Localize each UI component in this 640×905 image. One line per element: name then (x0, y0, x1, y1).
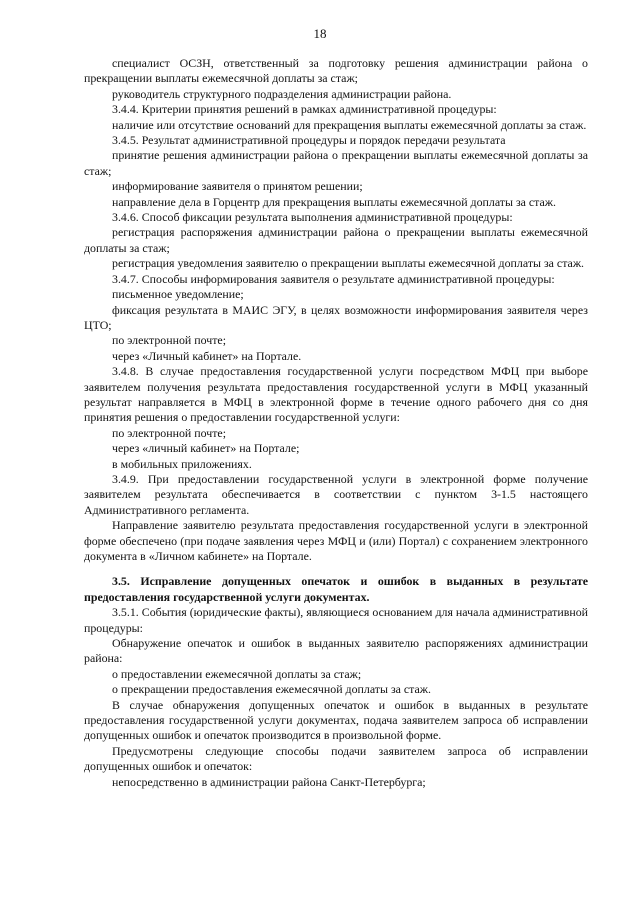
paragraph: наличие или отсутствие оснований для прекращения выплаты ежемесячной доплаты за стаж. (112, 117, 587, 132)
paragraph: в мобильных приложениях. (112, 456, 252, 471)
paragraph: по электронной почте; (112, 425, 226, 440)
paragraph: 3.4.6. Способ фиксации результата выполнения административной процедуры: (112, 210, 513, 225)
paragraph: через «личный кабинет» на Портале; (112, 441, 300, 456)
paragraph: письменное уведомление; (112, 287, 244, 302)
paragraph: регистрация распоряжения администрации района о прекращении выплаты ежемесячной доплаты за стаж; (84, 225, 588, 255)
paragraph: специалист ОСЗН, ответственный за подготовку решения администрации района о прекращении выплаты ежемесячной доплаты за стаж; (84, 56, 588, 86)
paragraph: Предусмотрены следующие способы подачи заявителем запроса об исправлении допущенных ошибок и опечаток: (84, 743, 588, 774)
paragraph: Направление заявителю результата предоставления государственной услуги в электронной форме обеспечено (при подаче заявления через МФЦ и (или) Портал) с сохранением электронного документа в «Личном кабинете» на Портале. (84, 518, 588, 563)
paragraph: 3.4.9. При предоставлении государственной услуги в электронной форме получение заявителем результата обеспечивается в соответствии с пунктом 3-1.5 настоящего Административного регламента. (84, 471, 588, 517)
paragraph: 3.4.8. В случае предоставления государственной услуги посредством МФЦ при выборе заявителем получения результата предоставления государственной услуги в МФЦ указанный результат направляется в МФЦ в электронной форме в течение одного рабочего дня со дня принятия решения о предоставлении государственной услуги: (84, 364, 588, 425)
paragraph: о прекращении предоставления ежемесячной доплаты за стаж. (112, 682, 431, 697)
paragraph: Обнаружение опечаток и ошибок в выданных заявителю распоряжениях администрации района: (84, 636, 588, 666)
paragraph: регистрация уведомления заявителю о прекращении выплаты ежемесячной доплаты за стаж. (112, 256, 585, 271)
section-heading: 3.5. Исправление допущенных опечаток и ошибок в выданных в результате предоставления государственной услуги документах. (84, 574, 588, 604)
paragraph: принятие решения администрации района о прекращении выплаты ежемесячной доплаты за стаж; (84, 148, 588, 178)
section-gap (84, 564, 588, 574)
paragraph: 3.4.7. Способы информирования заявителя о результате административной процедуры: (112, 271, 555, 286)
paragraph: 3.5.1. События (юридические факты), являющиеся основанием для начала административной процедуры: (84, 605, 588, 635)
paragraph: по электронной почте; (112, 333, 226, 348)
paragraph: информирование заявителя о принятом решении; (112, 179, 363, 194)
paragraph: о предоставлении ежемесячной доплаты за стаж; (112, 666, 362, 681)
paragraph: 3.4.4. Критерии принятия решений в рамках административной процедуры: (112, 102, 497, 117)
document-body (84, 56, 588, 790)
paragraph: руководитель структурного подразделения администрации района. (112, 86, 452, 101)
paragraph: через «Личный кабинет» на Портале. (112, 348, 302, 363)
paragraph: фиксация результата в МАИС ЭГУ, в целях возможности информирования заявителя через ЦТО; (84, 302, 588, 332)
paragraph: 3.4.5. Результат административной процедуры и порядок передачи результата (112, 133, 506, 148)
paragraph: непосредственно в администрации района Санкт-Петербурга; (112, 774, 426, 789)
paragraph: В случае обнаружения допущенных опечаток и ошибок в выданных в результате предоставления государственной услуги документах, подача заявителем запроса об исправлении допущенных ошибок и опечаток производится в произвольной форме. (84, 697, 588, 743)
page-number: 18 (313, 26, 327, 41)
paragraph: направление дела в Горцентр для прекращения выплаты ежемесячной доплаты за стаж. (112, 194, 556, 209)
